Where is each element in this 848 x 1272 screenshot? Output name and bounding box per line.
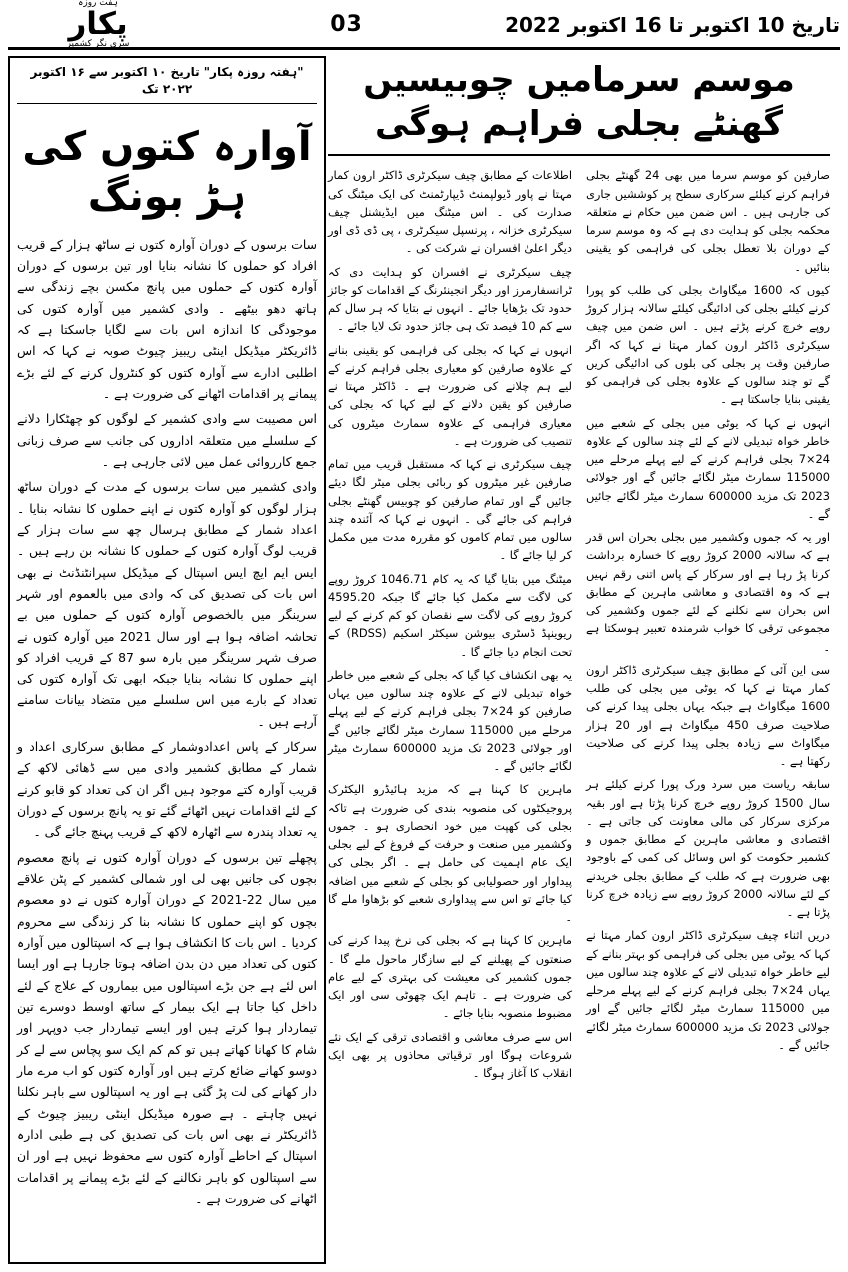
brand-logo <box>8 0 188 50</box>
paragraph: اس سے صرف معاشی و اقتصادی ترقی کے ایک نئے شروعات ہوگا اور ترقیاتی محاذوں پر بھی ایک انقلاب کا آغاز ہوگا ۔ <box>328 1029 572 1081</box>
paragraph: سابقہ ریاست میں سرد ورک پورا کرنے کیلئے ہر سال 1500 کروڑ روپے خرچ کرنا پڑتا ہے اور بقیہ مرکزی سرکار کی مالی معاونت کی جاتی ہے ۔ اقتصادی و معاشی ماہرین کے مطابق جموں و کشمیر حکومت کو اس وسائل کی کمی کے باوجود بھی ضرورت ہے کہ طلب کے مطابق بجلی خریدنے کے لئے سالانہ 2000 کروڑ روپے سے زیادہ خرچ کرنا پڑتا ہے ۔ <box>586 777 831 920</box>
paragraph: انہوں نے کہا کہ بجلی کی فراہمی کو یقینی بنانے کے علاوہ صارفین کو معیاری بجلی فراہم کرنے کے لیے ہم چلانے کی ضرورت ہے ۔ ڈاکٹر مہتا نے صارفین کو یقین دلانے کے لیے کہا کہ بجلی کی معیاری فراہمی کے علاوہ سمارٹ میٹروں کی تنصیب کی ضرورت ہے ۔ <box>328 342 572 448</box>
paragraph: اس مصیبت سے وادی کشمیر کے لوگوں کو چھٹکارا دلانے کے سلسلے میں متعلقہ اداروں کی جانب سے صرف زبانی جمع کارروائی عمل میں لائی جارہی ہے ۔ <box>17 411 317 469</box>
paragraph: یہ بھی انکشاف کیا گیا کہ بجلی کے شعبے میں خاطر خواہ تبدیلی لانے کے علاوہ چند سالوں میں یہاں صارفین کو 24×7 بجلی فراہم کرنے کے لیے پہلے مرحلے میں 115000 سمارٹ میٹر لگائے جائیں گے اور جولائی 2023 تک مزید 600000 سمارٹ میٹر لگائے جائیں گے ۔ <box>328 667 573 774</box>
lead-article-headline: آوارہ کتوں کی ہڑ بونگ <box>22 123 312 220</box>
paragraph: ماہرین کا کہنا ہے کہ مزید ہائیڈرو الیکٹرک پروجیکٹوں کی منصوبہ بندی کی ضرورت ہے تاکہ بجلی کی کھپت میں خود انحصاری ہو ۔ جموں وکشمیر میں صنعت و حرفت کے فروغ کے لیے بجلی ایک عام اہمیت کی حامل ہے ۔ اگر بجلی کی پیداوار اور حصولیابی کو بجلی کے شعبے میں اضافہ کیا جائے تو اس سے پیداواری شعبے کو بڑھاوا ملے گا ۔ <box>328 782 572 925</box>
paragraph: چیف سیکرٹری نے کہا کہ مستقبل قریب میں تمام صارفین غیر میٹروں کو ربائی بجلی میٹر لگا دیئے جائیں گے اور تمام صارفین کو چوبیس گھنٹے بجلی فراہم کی جائے گی ۔ انہوں نے کہا کہ آئندہ چند سالوں میں تمام کاموں کو مقررہ مدت میں مکمل کر لیا جائے گا ۔ <box>328 457 572 563</box>
paragraph: چیف سیکرٹری نے افسران کو ہدایت دی کہ ٹرانسفارمرز اور دیگر انجینئرنگ کے اقدامات کو جائز حدود تک بڑھایا جائے ۔ انہوں نے بتایا کہ ہر سال کم سے کم 10 فیصد تک ہی جائز حدود تک لایا جائے ۔ <box>328 264 572 334</box>
paragraph: پچھلے تین برسوں کے دوران آوارہ کتوں نے پانچ معصوم بچوں کی جانیں بھی لی اور شمالی کشمیر کے پٹن علاقے میں سال 22-2021 کے دوران آوارہ کتوں نے دو معصوم بچوں کو اپنے حملوں کا نشانہ بنا کر زندگی سے محروم کردیا ۔ اس بات کا انکشاف ہوا ہے کہ اسپتالوں میں آوارہ کتوں کی تعداد میں دن بدن اضافہ ہوتا جارہا ہے اور ایسا اس لئے ہے جن بڑے اسپتالوں میں بیماروں کے علاج کے لئے داخل کیا جاتا ہے ایک بیمار کے ساتھ اوسط دوسرے تین تیماردار ہوا کرتے ہیں اور ایسے تیماردار جب دوپہر اور شام کا کھانا کھاتے ہیں تو کم کم ایک سو پچاس سے لے کر دوسو کھانے ضائع کرتے ہیں اور آوارہ کتوں کو اب مرے مار دار کھانے کی لت پڑ گئی ہے اور یہ اسپتالوں سے باہر نکلنا نہیں چاہتے ۔ ہے صورہ میڈیکل اینٹی ریبیز چیوٹ کے ڈائریکٹر نے بھی اس بات کی تصدیق کی ہے طبی ادارہ اسپتال کے احاطے آوارہ کتوں سے محفوظ نہیں ہے اور ان سے اسپتالوں کو باہر نکالنے کے لئے بڑے پیمانے پر اقدامات اٹھانے کی ضرورت ہے ۔ <box>17 849 317 1207</box>
paragraph: اور یہ کہ جموں وکشمیر میں بجلی بحران اس قدر ہے کہ سالانہ 2000 کروڑ روپے کا خسارہ برداشت کرنا پڑ رہا ہے اور سرکار کے پاس اتنی رقم نہیں ہے کہ وہ اقتصادی و معاشی ماہرین کے مطابق اس بحران سے نکلنے کے لئے جموں وکشمیر کی مجموعی ترقی کا خواب شرمندہ تعبیر ہوسکتا ہے ۔ <box>586 530 830 654</box>
paragraph: اطلاعات کے مطابق چیف سیکرٹری ڈاکٹر ارون کمار مہتا نے پاور ڈیولپمنٹ ڈیپارٹمنٹ کی ایک میٹنگ کی صدارت کی ۔ اس میٹنگ میں ایڈیشنل چیف سیکرٹری خزانہ ، پرنسپل سیکرٹری ، پی ڈی ڈی اور دیگر اعلیٰ افسران نے شرکت کی ۔ <box>328 168 572 256</box>
paragraph: ماہرین کا کہنا ہے کہ بجلی کی نرخ پیدا کرنے کی صنعتوں کے پھیلنے کے لیے سازگار ماحول ملے گا ۔ جموں کشمیر کی معیشت کی بہتری کے لیے عام کی ضرورت ہے ۔ تاہم ایک چھوٹی سی اور ایک مضبوط منصوبہ بنایا جائے ۔ <box>328 933 572 1021</box>
lead-article-box <box>8 56 326 1264</box>
secondary-article <box>326 56 840 1264</box>
paragraph: میٹنگ میں بتایا گیا کہ یہ کام 1046.71 کروڑ روپے کی لاگت سے مکمل کیا جائے گا جبکہ 4595.20 کروڑ روپے کی لاگت سے نقصان کو کم کرنے کے لیے ریوینپڈ ڈسٹری بیوشن سیکٹر اسکیم (RDSS) کے تحت انجام دیا جائے گا ۔ <box>328 571 572 659</box>
secondary-article-headline: موسم سرمامیں چوبیسیں گھنٹے بجلی فراہم ہوگی <box>328 58 830 156</box>
secondary-article-body <box>328 166 830 1264</box>
brand-name-label: پکار <box>68 6 128 42</box>
brand-tag-label: سری نگر کشمیر <box>66 39 130 49</box>
paragraph: انہوں نے کہا کہ یوٹی میں بجلی کے شعبے میں خاطر خواہ تبدیلی لانے کے لئے چند سالوں کے علاوہ 24×7 بجلی فراہم کرنے کے لیے پہلے مرحلے میں 115000 سمارٹ میٹر لگائے جائیں گے اور جولائی 2023 تک مزید 600000 سمارٹ میٹر لگائے جائیں گے ۔ <box>586 415 831 521</box>
paragraph: سرکار کے پاس اعدادوشمار کے مطابق سرکاری اعداد و شمار کے مطابق کشمیر وادی میں سے ڈھائی لاکھ کے قریب آوارہ کتے موجود ہیں اگر ان کی تعداد کو قابو کرنے کے لئے اقدامات نہیں اٹھائے گئے تو یہ پانچ برسوں کے دوران یہ تعداد پندرہ سے اٹھارہ لاکھ کے قریب پہنچ جائے گی ۔ <box>17 739 317 840</box>
lead-article-body <box>17 234 317 1254</box>
paragraph: صارفین کو موسم سرما میں بھی 24 گھنٹے بجلی فراہم کرنے کیلئے سرکاری سطح پر کوششیں جاری کی جارہی ہیں ۔ اس ضمن میں حکام نے متعلقہ محکمہ بجلی کو ہدایت دی ہے کہ وہ موسم سرما کے دوران بلا تعطل بجلی کی فراہمی کو یقینی بنائیں ۔ <box>586 168 830 274</box>
paragraph: سی این آئی کے مطابق چیف سیکرٹری ڈاکٹر ارون کمار مہتا نے کہا کہ یوٹی میں بجلی کی طلب 1600 میگاواٹ ہے جبکہ یہاں بجلی پیدا کرنے کی صلاحیت صرف 450 میگاواٹ ہے اور 20 ہزار میگاواٹ سے زیادہ بجلی پیدا کرنے کی صلاحیت رکھتا ہے ۔ <box>586 662 831 769</box>
edition-strip: "ہفتہ روزہ پکار" تاریخ ۱۰ اکتوبر سے ۱۶ اکتوبر ۲۰۲۲ تک <box>17 64 317 104</box>
page-body <box>8 56 840 1264</box>
paragraph: دریں اثناء چیف سیکرٹری ڈاکٹر ارون کمار مہتا نے کہا کہ یوٹی میں بجلی کی فراہمی کو بہتر بنانے کے لیے خاطر خواہ تبدیلی لانے کے علاوہ چند سالوں میں یہاں 24×7 بجلی فراہم کرنے کے لیے پہلے مرحلے میں 115000 سمارٹ میٹر لگائے جائیں گے اور جولائی 2023 تک مزید 600000 سمارٹ میٹر لگائے جائیں گے ۔ <box>586 928 830 1052</box>
brand-sub-label: ہفت روزہ <box>78 0 118 9</box>
paragraph: سات برسوں کے دوران آوارہ کتوں نے ساٹھ ہزار کے قریب افراد کو حملوں کا نشانہ بنایا اور تین برسوں کے دوران آوارہ کتوں کے حملوں میں پانچ مکسن بچے زندگی سے ہاتھ دھو بیٹھے ۔ وادی کشمیر میں آوارہ کتوں کی موجودگی کا اندازہ اس بات سے لگایا جاسکتا ہے کہ ڈائریکٹر میڈیکل اینٹی ریبیز چیوٹ صوبہ نے کہا کہ اس اطلبی ادارے سے آوارہ کتوں کو کنٹرول کرنے کے لئے بڑے پیمانے پر اقدامات اٹھانے کی ضرورت ہے ۔ <box>17 236 317 401</box>
masthead <box>8 0 840 50</box>
paragraph: کیوں کہ 1600 میگاواٹ بجلی کی طلب کو پورا کرنے کیلئے بجلی کی ادائیگی کیلئے سالانہ ہزار کروڑ روپے خرچ کرنے پڑتے ہیں ۔ اس ضمن میں چیف سیکرٹری ڈاکٹر ارون کمار مہتا نے کہا کہ اگر صارفین وقت پر بجلی کی بلوں کی ادائیگی کریں گے تو چند سالوں کے علاوہ بجلی کی فراہمی کو یقینی بنایا جاسکتا ہے ۔ <box>586 282 830 407</box>
paragraph: وادی کشمیر میں سات برسوں کے مدت کے دوران ساٹھ ہزار لوگوں کو آوارہ کتوں نے اپنے حملوں کا نشانہ بنایا ۔ اعداد شمار کے مطابق ہرسال چھ سے سات ہزار کے قریب لوگ آوارہ کتوں کے حملوں کا نشانہ بن رہے ہیں ۔ ایس ایم ایچ ایس اسپتال کے میڈیکل سپرانٹنڈنٹ نے بھی اس بات کی تصدیق کی کہ وادی میں بالعموم اور شہر سرینگر میں بالخصوص آوارہ کتوں کے حملوں میں بے تحاشہ اضافہ ہوا ہے اور سال 2021 میں آوارہ کتوں نے صرف شہر سرینگر میں بارہ سو 87 کے قریب افراد کو اپنے حملوں کا نشانہ بنایا جبکہ ابھی تک آوارہ کتوں کی تعداد کے بارے میں اس سلسلے میں متضاد بیانات سامنے آرہے ہیں ۔ <box>17 479 317 729</box>
page-number: 03 <box>330 12 363 37</box>
issue-date: تاریخ 10 اکتوبر تا 16 اکتوبر 2022 <box>505 12 840 37</box>
